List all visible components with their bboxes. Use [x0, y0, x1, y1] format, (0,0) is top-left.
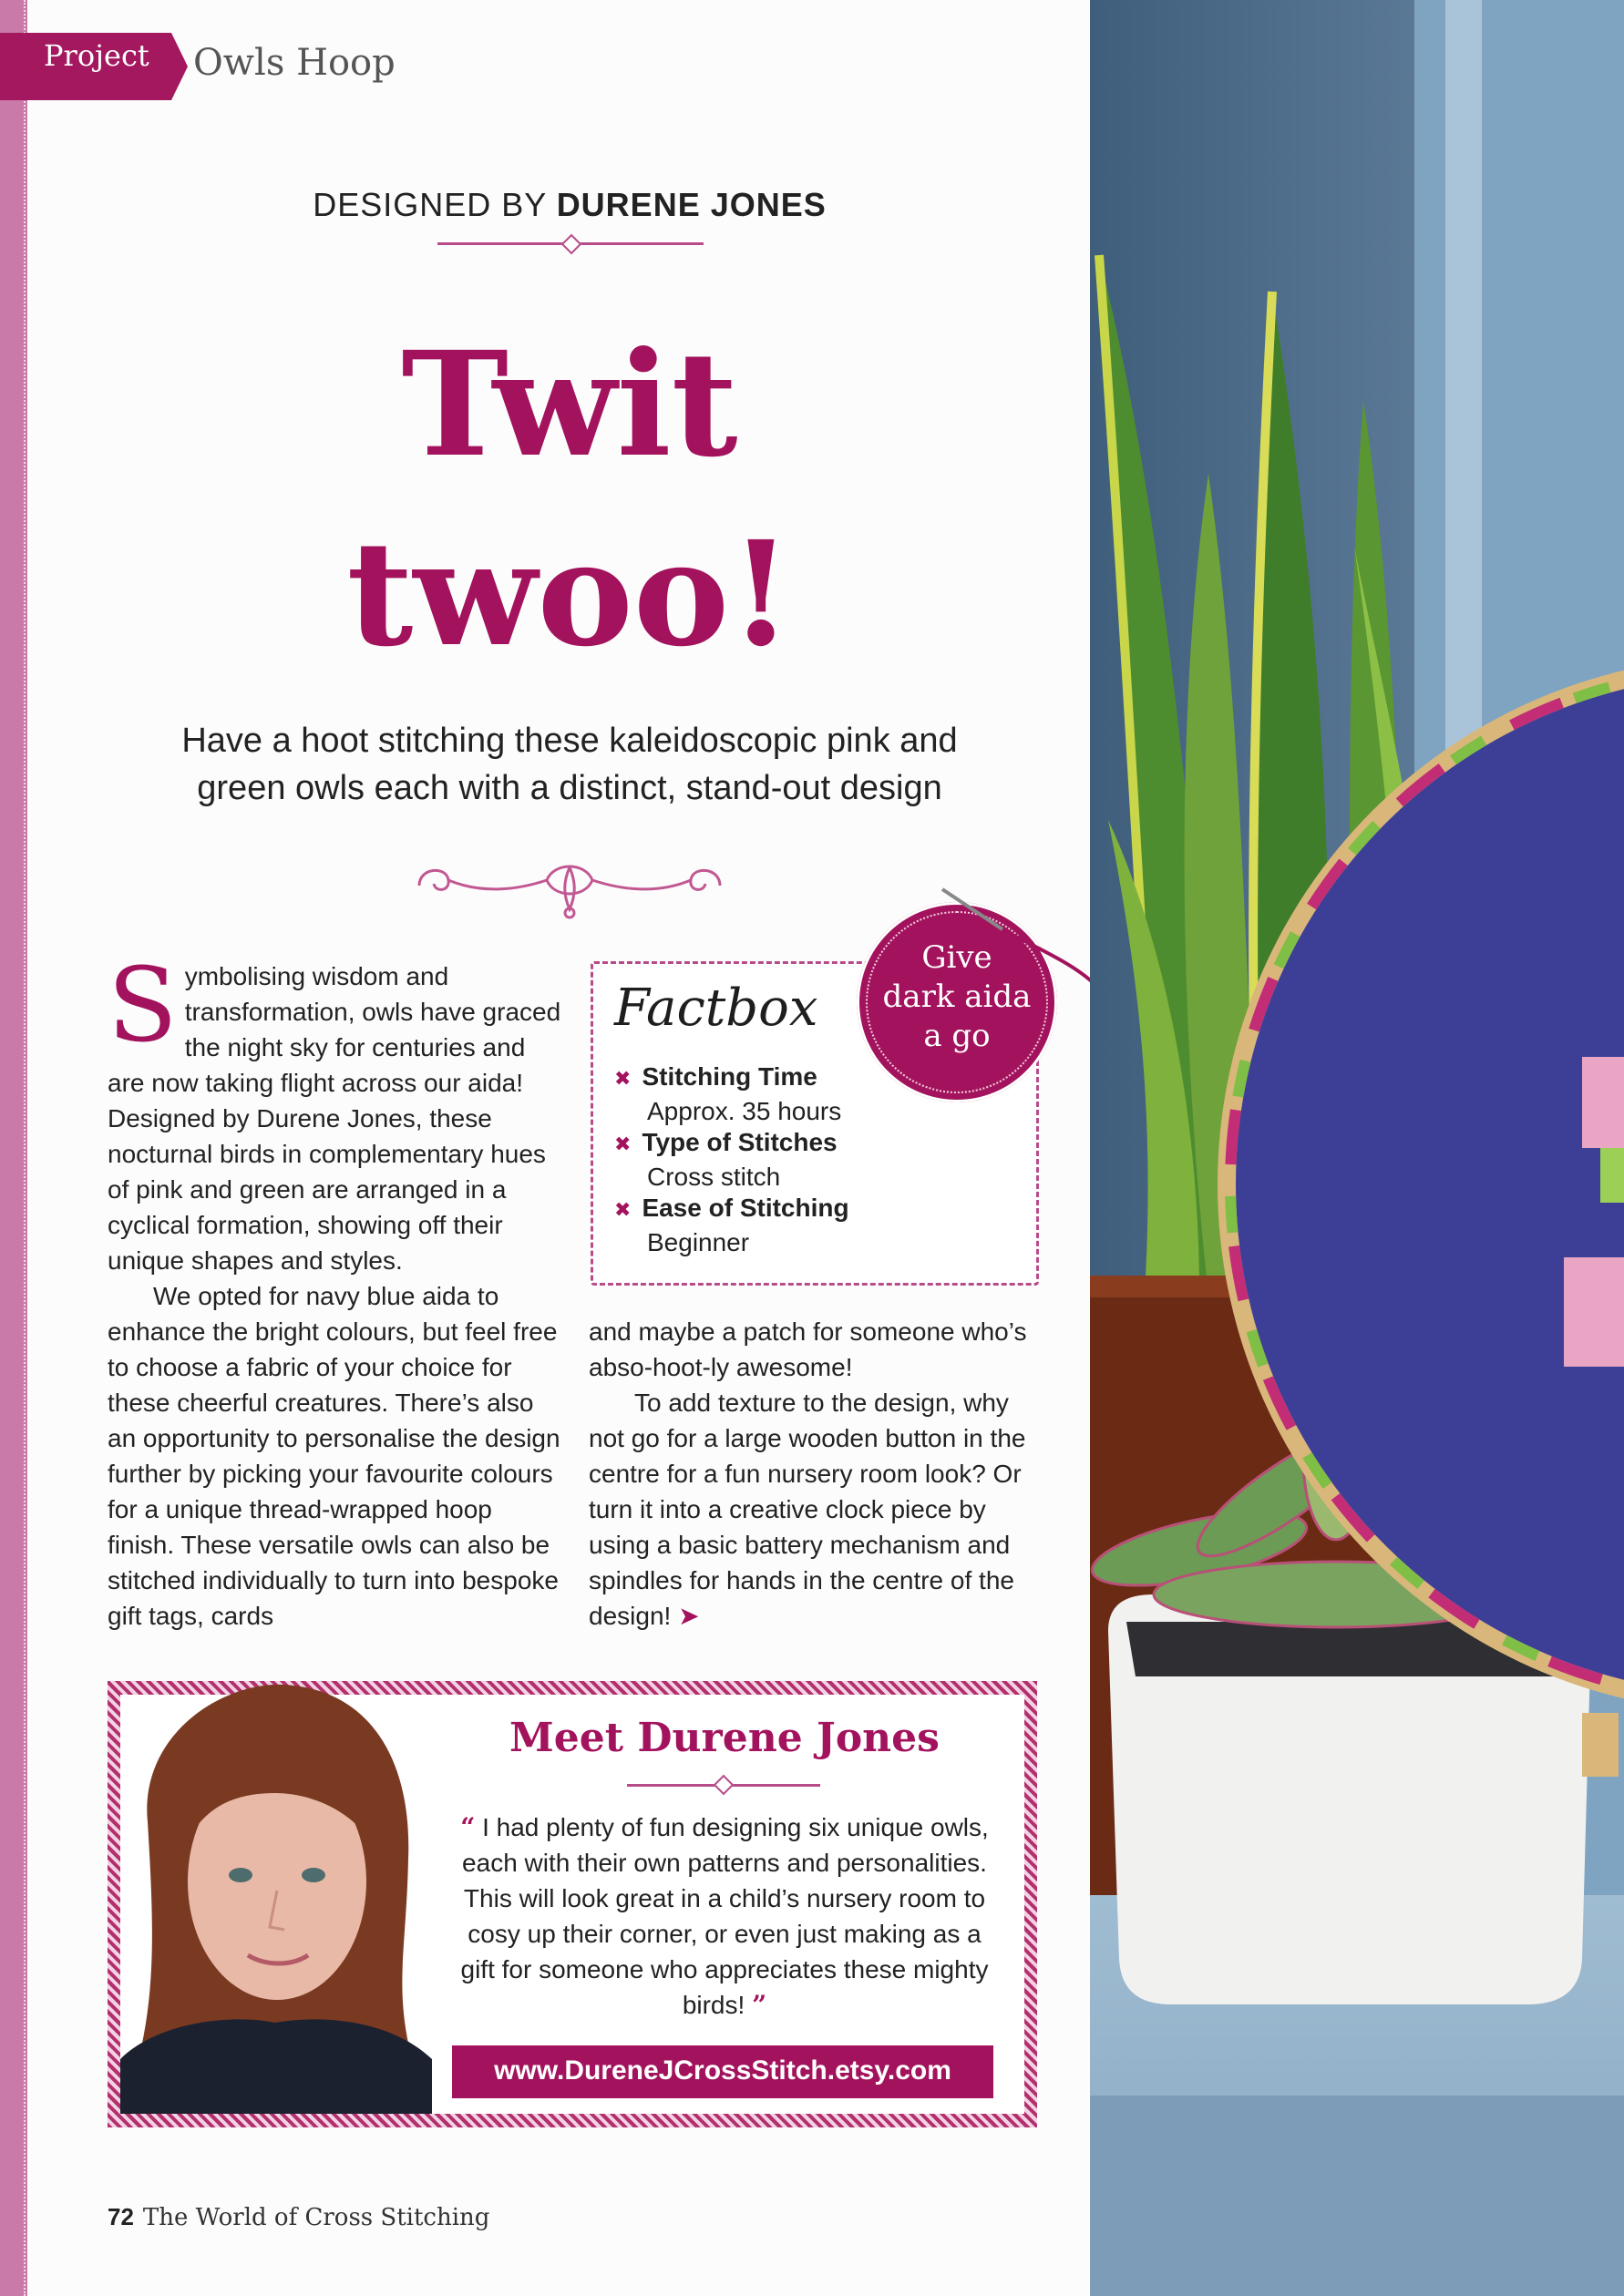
fact-value: Approx. 35 hours — [647, 1097, 842, 1125]
quote-text: I had plenty of fun designing six unique owls, each with their own patterns and personalities. This will look great in a child’s nursery room to cosy up their corner, or even just making as a gift for someone who appreciates these mighty birds! — [460, 1813, 989, 2019]
body-column-1 — [108, 947, 563, 1634]
open-quote-icon: “ — [460, 1812, 476, 1842]
section-title: Owls Hoop — [193, 42, 396, 84]
body-paragraph-3: and maybe a patch for someone who’s abso-hoot-ly awesome! — [589, 1317, 1027, 1381]
badge-line-3: a go — [923, 1018, 991, 1054]
factbox-title: Factbox — [614, 979, 818, 1038]
drop-cap: S — [108, 947, 178, 1065]
tip-badge-text — [857, 938, 1057, 1056]
standfirst-line-2: green owls each with a distinct, stand-out design — [197, 768, 942, 807]
body-paragraph-4: To add texture to the design, why not go for a large wooden button in the centre for a fun nursery room look? Or turn it into a creative clock piece by using a basic battery mechanism and spindles for hands in the centre of the design! — [589, 1389, 1026, 1630]
page-number: 72 — [108, 2203, 134, 2230]
designer-quote — [456, 1809, 993, 2023]
designer-credit — [0, 186, 1139, 224]
flourish-ornament — [410, 849, 729, 922]
headline-line-2: twoo! — [346, 510, 793, 679]
badge-line-1: Give — [921, 939, 992, 976]
magazine-name: The World of Cross Stitching — [142, 2204, 490, 2231]
body-paragraph-1: ymbolising wisdom and transformation, owls have graced the night sky for centuries and are now taking flight across our aida! Designed by Durene Jones, these nocturnal birds in complementary hues of pink and green are arranged in a cyclical formation, showing off their unique shapes and styles. — [108, 962, 561, 1275]
fact-value: Cross stitch — [647, 1163, 781, 1191]
standfirst — [173, 718, 966, 812]
fact-item — [614, 1061, 841, 1128]
designer-name: DURENE JONES — [556, 186, 827, 223]
cross-bullet-icon: ✖ — [614, 1133, 632, 1155]
meet-title: Meet Durene Jones — [509, 1715, 940, 1761]
end-arrow-icon: ➤ — [678, 1602, 700, 1630]
fact-value: Beginner — [647, 1228, 750, 1256]
standfirst-line-1: Have a hoot stitching these kaleidoscopic pink and — [181, 722, 958, 760]
fact-item — [614, 1192, 849, 1259]
headline-line-1: Twit — [401, 321, 738, 489]
cross-bullet-icon: ✖ — [614, 1067, 632, 1090]
cross-bullet-icon: ✖ — [614, 1198, 632, 1221]
product-photo — [1090, 0, 1624, 2296]
divider-diamond — [561, 234, 582, 255]
fact-item — [614, 1126, 838, 1194]
fact-label: Type of Stitches — [642, 1128, 838, 1156]
project-tag-label: Project — [44, 38, 149, 73]
page-footer — [108, 2203, 489, 2231]
fact-label: Ease of Stitching — [642, 1194, 849, 1222]
body-column-2 — [589, 1314, 1039, 1634]
fact-label: Stitching Time — [642, 1062, 817, 1091]
designer-prefix: DESIGNED BY — [313, 186, 547, 223]
designer-portrait — [120, 1676, 432, 2114]
close-quote-icon: ” — [752, 1990, 767, 2020]
badge-line-2: dark aida — [882, 979, 1032, 1015]
website-link[interactable]: www.DureneJCrossStitch.etsy.com — [494, 2055, 951, 2086]
body-paragraph-2: We opted for navy blue aida to enhance the bright colours, but feel free to choose a fabric of your choice for these cheerful creatures. There’s also an opportunity to personalise the design further by picking your favourite colours for a unique thread-wrapped hoop finish. These versatile owls can also be stitched individually to turn into bespoke gift tags, cards — [108, 1282, 560, 1630]
